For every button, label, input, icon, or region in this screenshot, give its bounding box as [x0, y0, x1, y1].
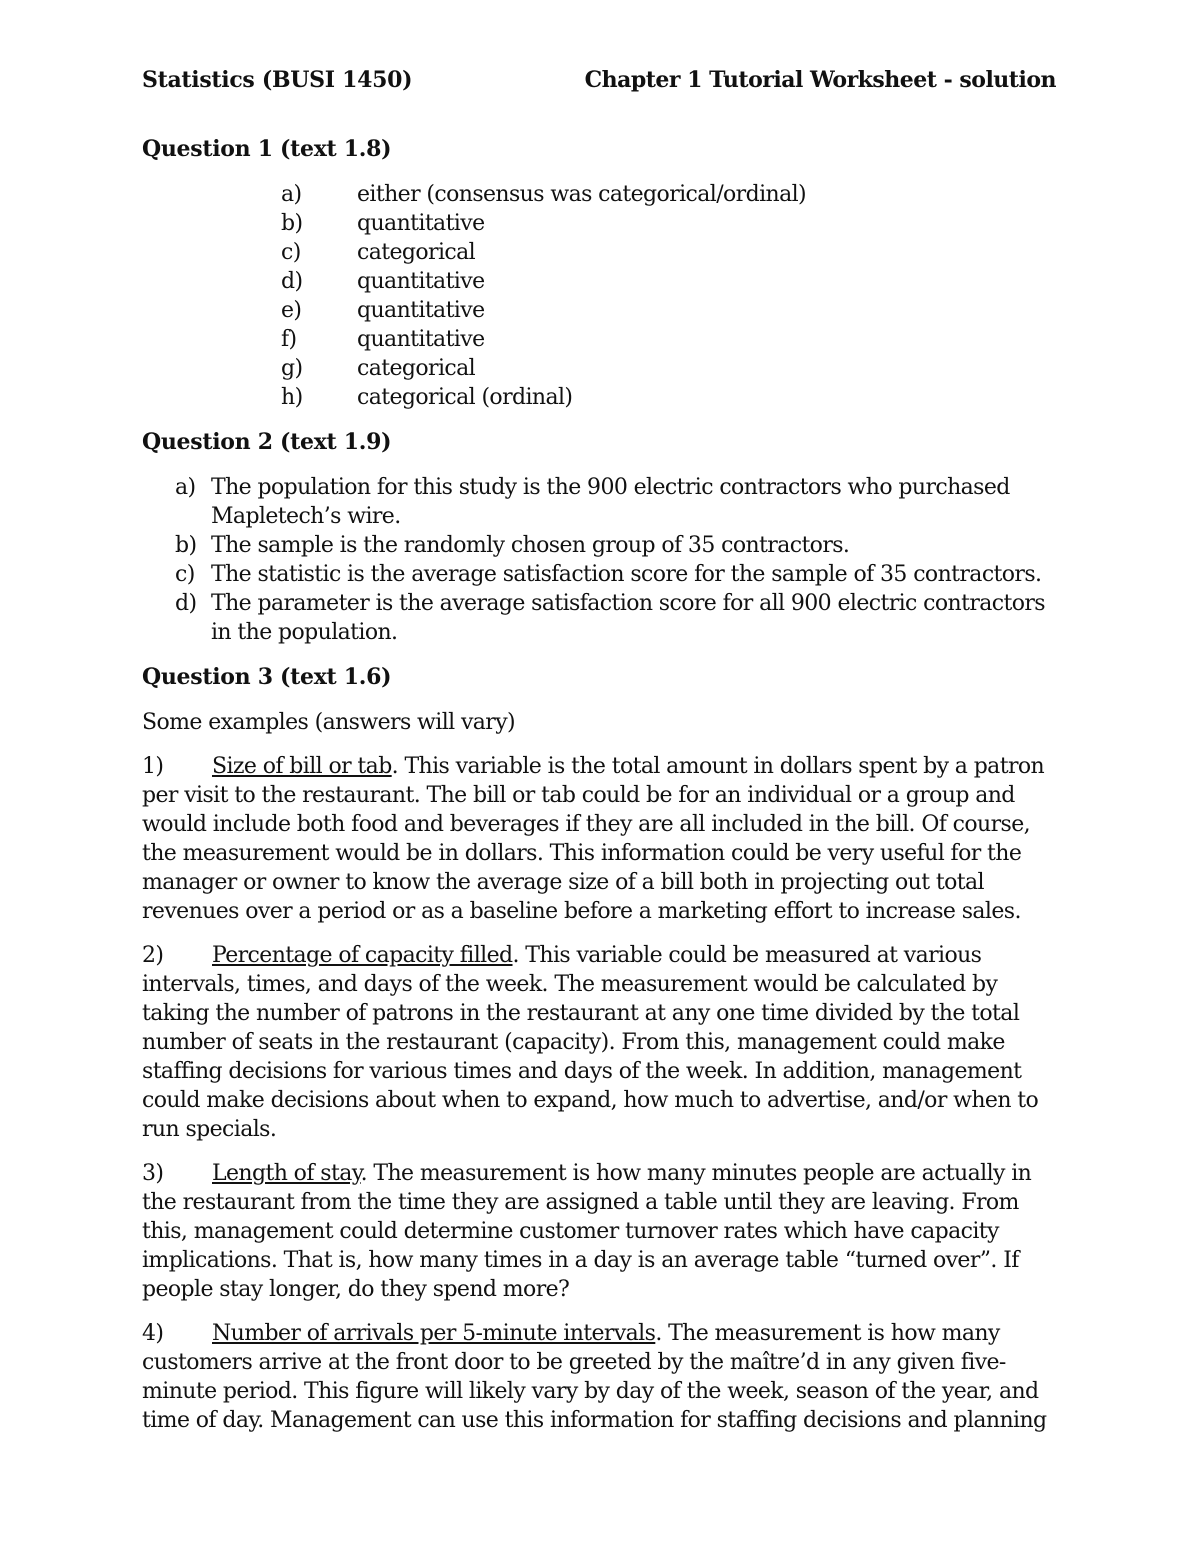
example-title: Length of stay [212, 1161, 361, 1186]
question-3-heading: Question 3 (text 1.6) [142, 664, 392, 690]
example-paragraph [142, 941, 1062, 1144]
list-item [142, 325, 1062, 354]
answer-label: g) [281, 356, 303, 381]
answer-text: categorical (ordinal) [357, 385, 573, 410]
example-paragraph [142, 752, 1062, 926]
example-text: . This variable is the total amount in dollars spent by a patron per visit to the restaurant. The bill or tab could be for an individual or a group and would include both food and beverages if they are all included in the bill. Of course, the measurement would be in dollars. This information could be very useful for the manager or owner to know the average size of a bill both in projecting out total revenues over a period or as a baseline before a marketing effort to increase sales. [142, 754, 1045, 924]
question-1-answers [142, 180, 1062, 412]
document-page [142, 66, 1062, 1450]
example-text: . This variable could be measured at various intervals, times, and days of the week. The measurement would be calculated by taking the number of patrons in the restaurant at any one time divided by the total number of seats in the restaurant (capacity). From this, management could make staffing decisions for various times and days of the week. In addition, management could make decisions about when to expand, how much to advertise, and/or when to run specials. [142, 943, 1039, 1142]
example-number: 1) [142, 754, 164, 779]
example-text: . The measurement is how many minutes people are actually in the restaurant from the time they are assigned a table until they are leaving. From this, management could determine customer turnover rates which have capacity implications. That is, how many times in a day is an average table “turned over”. If people stay longer, do they spend more? [142, 1161, 1032, 1302]
list-item [142, 473, 1062, 531]
answer-label: h) [281, 385, 303, 410]
answer-text: quantitative [357, 211, 485, 236]
answer-text: The sample is the randomly chosen group of 35 contractors. [211, 533, 850, 558]
question-3-intro: Some examples (answers will vary) [142, 710, 516, 735]
example-number: 2) [142, 943, 164, 968]
answer-label: a) [175, 475, 196, 500]
answer-text: quantitative [357, 327, 485, 352]
example-title: Percentage of capacity filled [212, 943, 513, 968]
answer-text: The parameter is the average satisfaction score for all 900 electric contractors in the population. [211, 591, 1045, 645]
example-number: 4) [142, 1321, 164, 1346]
answer-text: The population for this study is the 900 electric contractors who purchased Mapletech’s wire. [211, 475, 1010, 529]
answer-label: c) [281, 240, 301, 265]
question-2-heading: Question 2 (text 1.9) [142, 429, 392, 455]
answer-text: The statistic is the average satisfaction score for the sample of 35 contractors. [211, 562, 1042, 587]
answer-text: quantitative [357, 269, 485, 294]
list-item [142, 180, 1062, 209]
list-item [142, 267, 1062, 296]
list-item [142, 296, 1062, 325]
list-item [142, 560, 1062, 589]
answer-text: categorical [357, 240, 476, 265]
answer-label: b) [175, 533, 197, 558]
list-item [142, 238, 1062, 267]
answer-label: f) [281, 327, 297, 352]
example-text: . The measurement is how many customers arrive at the front door to be greeted by the maître’d in any given five-minute period. This figure will likely vary by day of the week, season of the year, and time of day. Management can use this information for staffing decisions and planning [142, 1321, 1047, 1433]
list-item [142, 209, 1062, 238]
answer-label: d) [281, 269, 303, 294]
list-item [142, 383, 1062, 412]
answer-text: quantitative [357, 298, 485, 323]
example-paragraph [142, 1319, 1062, 1435]
answer-label: d) [175, 591, 197, 616]
example-title: Number of arrivals per 5-minute intervals [212, 1321, 656, 1346]
answer-label: a) [281, 182, 302, 207]
answer-label: b) [281, 211, 303, 236]
question-2-answers [142, 473, 1062, 647]
answer-text: categorical [357, 356, 476, 381]
answer-label: c) [175, 562, 195, 587]
page-header [142, 66, 1062, 95]
list-item [142, 354, 1062, 383]
course-title: Statistics (BUSI 1450) [142, 67, 413, 93]
example-paragraph [142, 1159, 1062, 1304]
answer-label: e) [281, 298, 302, 323]
example-title: Size of bill or tab [212, 754, 392, 779]
answer-text: either (consensus was categorical/ordinal) [357, 182, 807, 207]
question-1-heading: Question 1 (text 1.8) [142, 136, 392, 162]
example-number: 3) [142, 1161, 164, 1186]
worksheet-title: Chapter 1 Tutorial Worksheet - solution [584, 67, 1056, 93]
list-item [142, 589, 1062, 647]
list-item [142, 531, 1062, 560]
